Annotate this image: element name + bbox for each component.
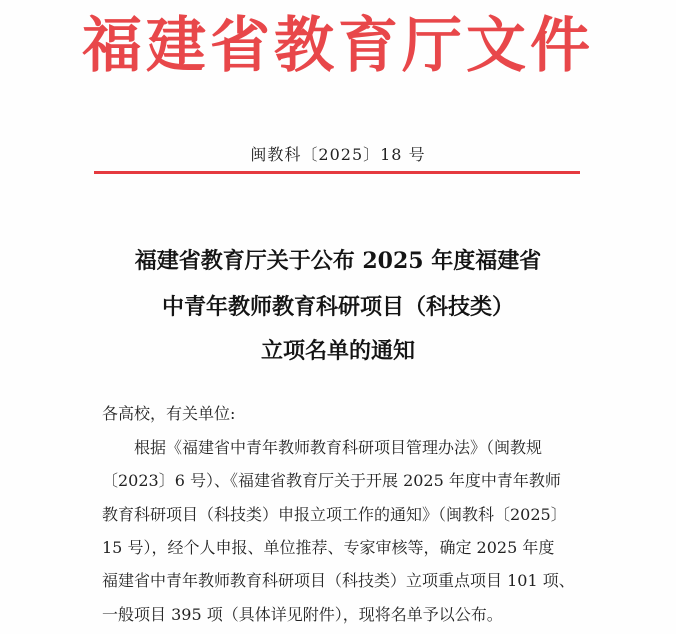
- masthead-title: 福建省教育厅文件: [82, 11, 594, 81]
- body-line-4: 15 号），经个人申报、单位推荐、专家审核等，确定 2025 年度: [102, 538, 555, 557]
- notice-title-line-1: 福建省教育厅关于公布 2025 年度福建省: [134, 248, 542, 274]
- notice-title-line-3: 立项名单的通知: [260, 338, 415, 364]
- body-line-1: 根据《福建省中青年教师教育科研项目管理办法》（闽教规: [134, 438, 543, 457]
- salutation: 各高校，有关单位:: [102, 404, 236, 423]
- body-line-6: 一般项目 395 项（具体详见附件），现将名单予以公布。: [102, 605, 503, 624]
- document-number: 闽教科〔2025〕18 号: [250, 145, 426, 164]
- red-divider-line: [94, 171, 580, 174]
- body-line-3: 教育科研项目（科技类）申报立项工作的通知》（闽教科〔2025〕: [102, 505, 567, 524]
- body-line-5: 福建省中青年教师教育科研项目（科技类）立项重点项目 101 项、: [102, 571, 575, 590]
- body-line-2: 〔2023〕6 号）、《福建省教育厅关于开展 2025 年度中青年教师: [102, 471, 561, 490]
- notice-title-line-2: 中青年教师教育科研项目（科技类）: [161, 294, 514, 320]
